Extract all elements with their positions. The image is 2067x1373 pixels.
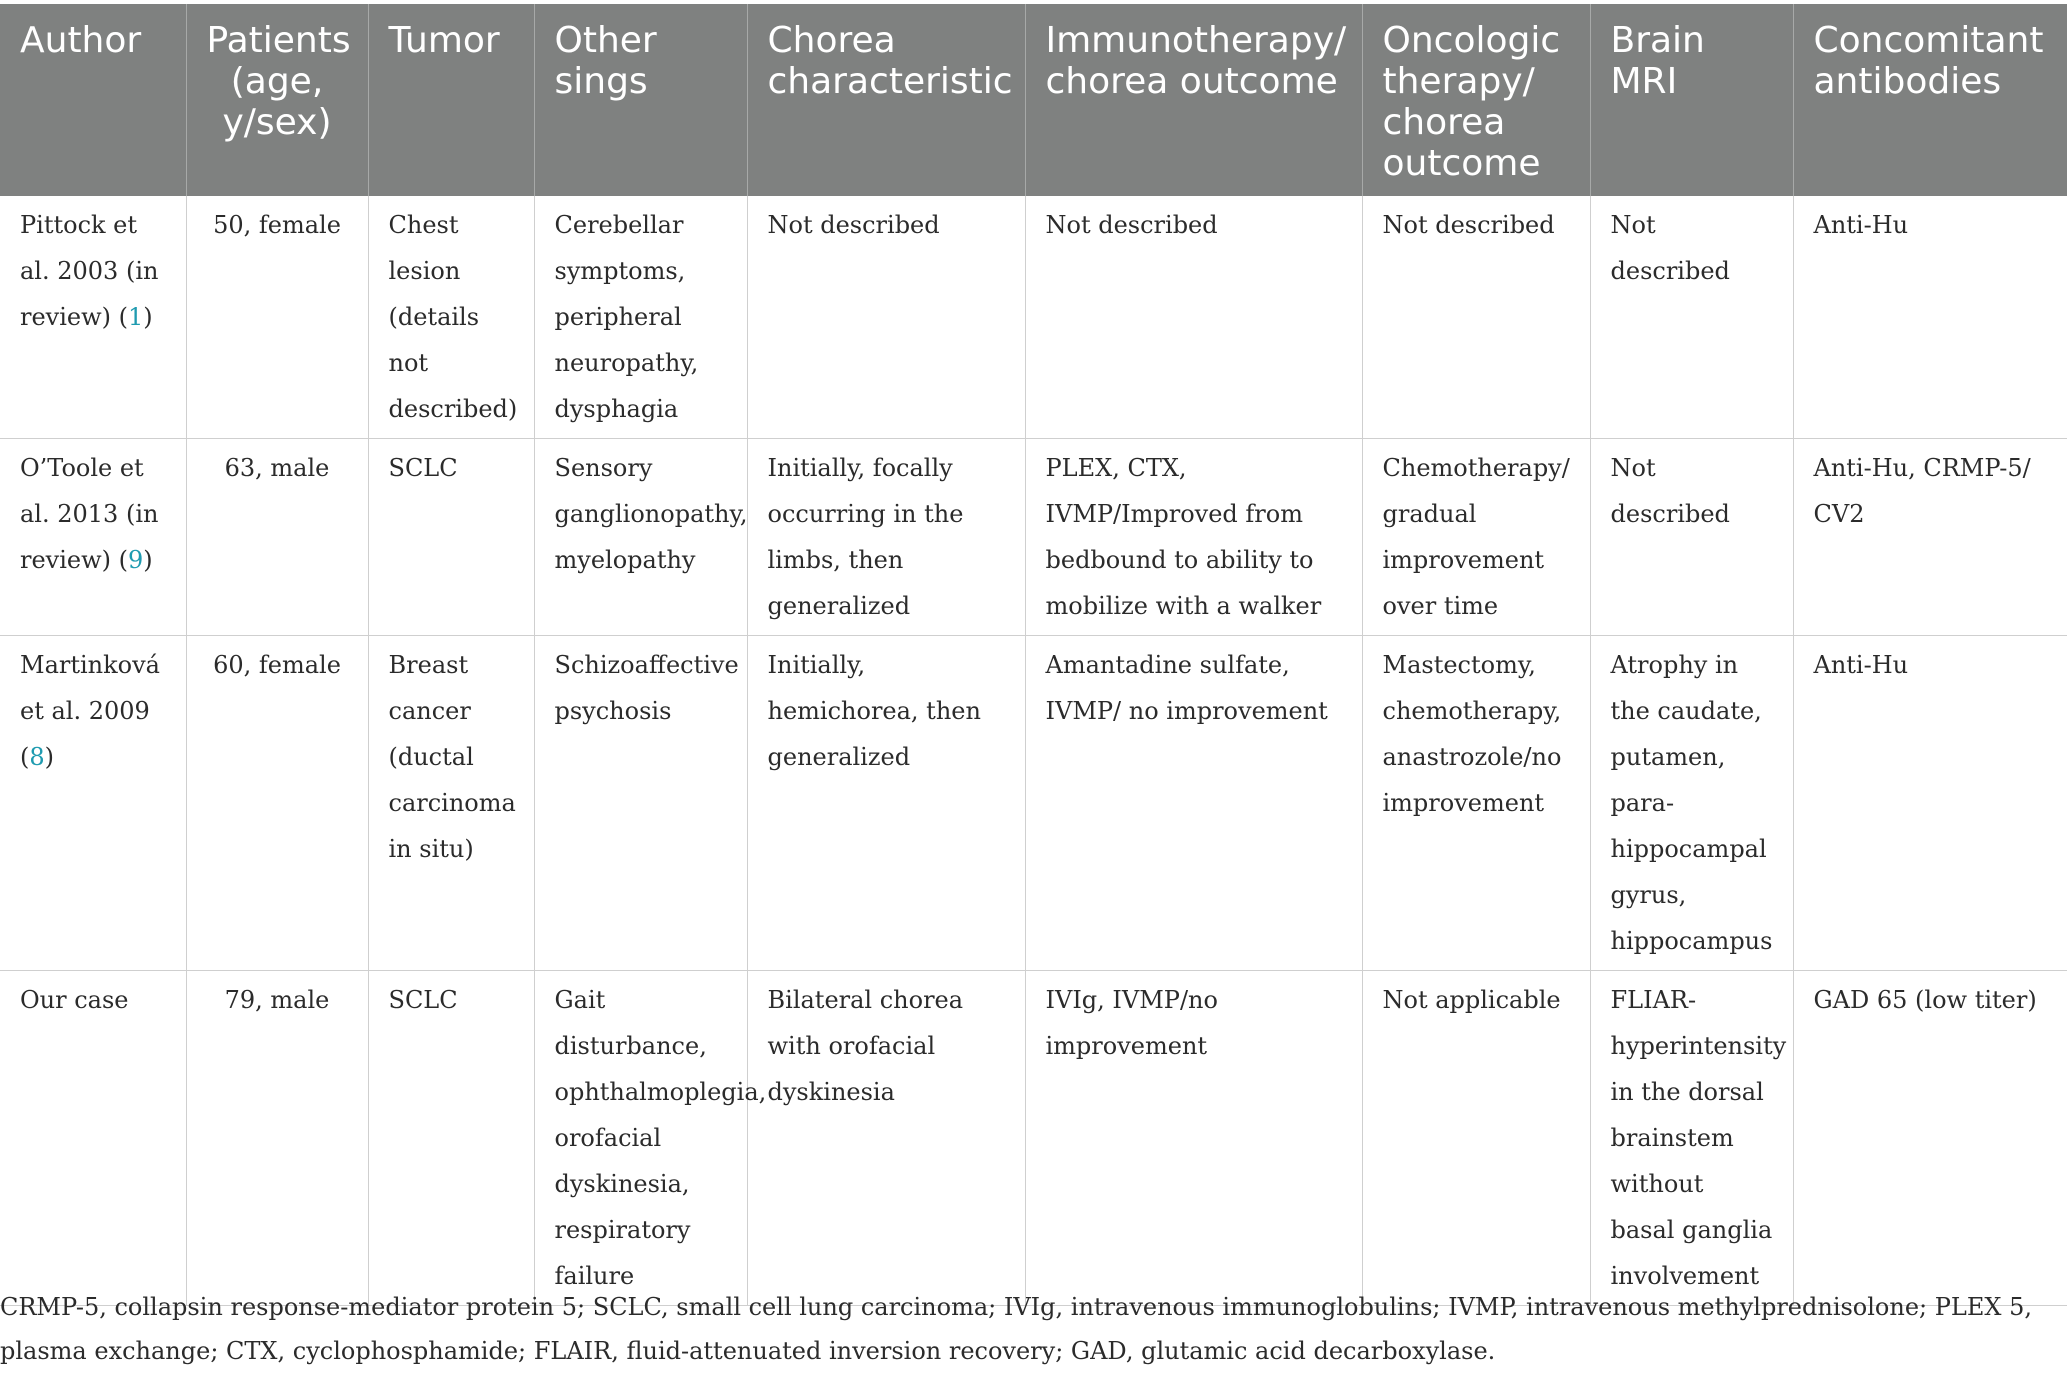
cell-immunotherapy: Not described (1025, 196, 1362, 439)
cell-mri: Not described (1590, 439, 1793, 636)
author-text: Pittock et al. 2003 (in review) ( (20, 211, 159, 331)
cell-chorea: Initially, hemichorea, then generalized (747, 636, 1025, 971)
cell-immunotherapy: PLEX, CTX, IVMP/Improved from bedbound to ability to mobilize with a walker (1025, 439, 1362, 636)
author-suffix: ) (143, 303, 153, 331)
cell-author (0, 971, 186, 1306)
cell-tumor: Breast cancer (ductal carcinoma in situ) (368, 636, 534, 971)
cell-tumor: Chest lesion (details not described) (368, 196, 534, 439)
cell-mri: FLIAR-hyperintensity in the dorsal brainstem without basal ganglia involvement (1590, 971, 1793, 1306)
cell-author (0, 439, 186, 636)
header-concomitant-antibodies: Concomitant antibodies (1793, 4, 2067, 196)
cell-oncologic: Chemotherapy/ gradual improvement over time (1362, 439, 1590, 636)
cell-antibodies: Anti-Hu (1793, 636, 2067, 971)
case-comparison-table-container (0, 4, 2067, 1306)
cell-mri: Not described (1590, 196, 1793, 439)
cell-chorea: Initially, focally occurring in the limbs, then generalized (747, 439, 1025, 636)
header-author: Author (0, 4, 186, 196)
cell-patients: 63, male (186, 439, 368, 636)
header-patients: Patients (age, y/sex) (186, 4, 368, 196)
header-brain-mri: Brain MRI (1590, 4, 1793, 196)
table-footnote: CRMP-5, collapsin response-mediator protein 5; SCLC, small cell lung carcinoma; IVIg, intravenous immunoglobulins; IVMP, intravenous methylprednisolone; PLEX 5, plasma exchange; CTX, cyclophosphamide; FLAIR, fluid-attenuated inversion recovery; GAD, glutamic acid decarboxylase. (0, 1293, 2032, 1365)
cell-antibodies: GAD 65 (low titer) (1793, 971, 2067, 1306)
author-text: Martinková et al. 2009 ( (20, 651, 160, 771)
cell-author (0, 196, 186, 439)
author-suffix: ) (143, 546, 153, 574)
table-row (0, 971, 2067, 1306)
table-row (0, 636, 2067, 971)
header-oncologic-therapy-outcome: Oncologic therapy/ chorea outcome (1362, 4, 1590, 196)
author-text: Our case (20, 986, 129, 1014)
cell-patients: 50, female (186, 196, 368, 439)
header-immunotherapy-outcome: Immunotherapy/ chorea outcome (1025, 4, 1362, 196)
header-other-signs: Other sings (534, 4, 747, 196)
cell-oncologic: Not described (1362, 196, 1590, 439)
cell-patients: 79, male (186, 971, 368, 1306)
reference-link[interactable]: 1 (128, 303, 144, 331)
table-body (0, 196, 2067, 1306)
cell-tumor: SCLC (368, 439, 534, 636)
table-row (0, 196, 2067, 439)
cell-oncologic: Mastectomy, chemotherapy, anastrozole/no improvement (1362, 636, 1590, 971)
cell-other-signs: Gait disturbance, ophthalmoplegia, orofacial dyskinesia, respiratory failure (534, 971, 747, 1306)
reference-link[interactable]: 8 (29, 743, 45, 771)
cell-antibodies: Anti-Hu, CRMP-5/ CV2 (1793, 439, 2067, 636)
cell-mri: Atrophy in the caudate, putamen, para-hippocampal gyrus, hippocampus (1590, 636, 1793, 971)
cell-immunotherapy: Amantadine sulfate, IVMP/ no improvement (1025, 636, 1362, 971)
cell-other-signs: Schizoaffective psychosis (534, 636, 747, 971)
cell-antibodies: Anti-Hu (1793, 196, 2067, 439)
author-suffix: ) (44, 743, 55, 771)
header-chorea-characteristic: Chorea characteristic (747, 4, 1025, 196)
table-row (0, 439, 2067, 636)
case-comparison-table (0, 4, 2067, 1306)
cell-oncologic: Not applicable (1362, 971, 1590, 1306)
reference-link[interactable]: 9 (128, 546, 144, 574)
table-header (0, 4, 2067, 196)
cell-other-signs: Cerebellar symptoms, peripheral neuropathy, dysphagia (534, 196, 747, 439)
header-row (0, 4, 2067, 196)
cell-chorea: Bilateral chorea with orofacial dyskinesia (747, 971, 1025, 1306)
cell-patients: 60, female (186, 636, 368, 971)
cell-chorea: Not described (747, 196, 1025, 439)
cell-other-signs: Sensory ganglionopathy, myelopathy (534, 439, 747, 636)
header-tumor: Tumor (368, 4, 534, 196)
cell-tumor: SCLC (368, 971, 534, 1306)
cell-immunotherapy: IVIg, IVMP/no improvement (1025, 971, 1362, 1306)
author-text: O’Toole et al. 2013 (in review) ( (20, 454, 159, 574)
cell-author (0, 636, 186, 971)
